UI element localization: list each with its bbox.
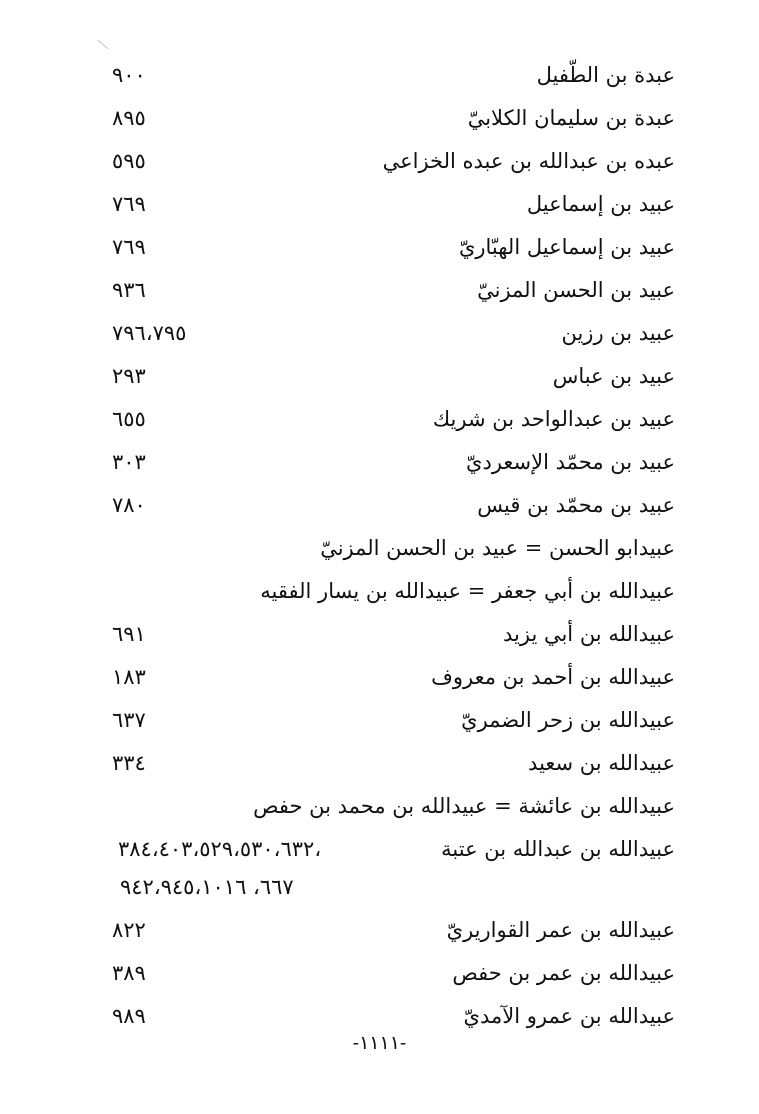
entry-pages-continued: ٦٦٧، ٩٤٢،٩٤٥،١٠١٦ <box>120 875 294 899</box>
entry-pages: ٧٨٠ <box>112 493 146 517</box>
index-entry <box>0 232 759 272</box>
entry-pages: ٧٦٩ <box>112 192 146 216</box>
index-entry <box>0 834 759 874</box>
index-entry <box>0 103 759 143</box>
entry-name: عبيدالله بن زحر الضمريّ <box>461 708 675 732</box>
index-entry <box>0 662 759 702</box>
index-entry <box>0 189 759 229</box>
entry-pages: ٣٨٩ <box>112 961 146 985</box>
index-entry <box>0 619 759 659</box>
index-entry <box>0 705 759 745</box>
entry-name: عبيدالله بن أبي يزيد <box>502 622 675 646</box>
entry-pages: ٩٠٠ <box>112 63 146 87</box>
entry-name: عبيد بن محمّد الإسعرديّ <box>466 450 675 474</box>
entry-name: عبيد بن إسماعيل الهبّاريّ <box>458 235 675 259</box>
entry-pages: ٩٨٩ <box>112 1004 146 1028</box>
entry-name: عبيد بن عباس <box>552 364 675 388</box>
entry-pages: ٨٢٢ <box>112 918 146 942</box>
entry-pages: ٧٩٦،٧٩٥ <box>112 321 187 345</box>
entry-pages: ٨٩٥ <box>112 106 146 130</box>
entry-pages: ٦٣٧ <box>112 708 146 732</box>
entry-pages: ٦٩١ <box>112 622 146 646</box>
page-number: -١١١١- <box>352 1032 407 1054</box>
entry-name: عبيدالله بن عمر القواريريّ <box>446 918 675 942</box>
entry-name: عبيد بن عبدالواحد بن شريك <box>432 407 675 431</box>
index-entry <box>0 318 759 358</box>
entry-pages: ٩٣٦ <box>112 278 146 302</box>
index-entry <box>0 404 759 444</box>
entry-pages: ٣٣٤ <box>112 751 146 775</box>
entry-name: عبيد بن رزين <box>561 321 675 345</box>
entry-name: عبده بن عبدالله بن عبده الخزاعي <box>382 149 675 173</box>
entry-name: عبيد بن محمّد بن قيس <box>477 493 675 517</box>
index-entry-continuation <box>0 872 759 912</box>
entry-name: عبدة بن سليمان الكلابيّ <box>467 106 675 130</box>
scan-artifact <box>97 40 108 50</box>
entry-pages: ٥٩٥ <box>112 149 146 173</box>
index-entry <box>0 748 759 788</box>
index-entry <box>0 361 759 401</box>
index-entry <box>0 915 759 955</box>
entry-name: عبيدالله بن سعيد <box>528 751 675 775</box>
entry-pages: ٧٦٩ <box>112 235 146 259</box>
index-entry <box>0 275 759 315</box>
entry-name: عبيدالله بن أحمد بن معروف <box>431 665 675 689</box>
entry-name: عبيدالله بن أبي جعفر = عبيدالله بن يسار الفقيه <box>260 579 675 603</box>
entry-pages: ٢٩٣ <box>112 364 146 388</box>
entry-pages: ٦٥٥ <box>112 407 146 431</box>
index-entry <box>0 490 759 530</box>
index-entry-crossref <box>0 576 759 616</box>
index-entry <box>0 447 759 487</box>
index-entry <box>0 60 759 100</box>
entry-name: عبدة بن الطّفيل <box>536 63 675 87</box>
index-entry-crossref <box>0 533 759 573</box>
entry-name: عبيدالله بن عائشة = عبيدالله بن محمد بن حفص <box>253 794 675 818</box>
index-entry <box>0 146 759 186</box>
entry-pages: ٣٨٤،٤٠٣،٥٢٩،٥٣٠،٦٣٢، <box>118 837 322 861</box>
index-entry-crossref <box>0 791 759 831</box>
entry-name: عبيدابو الحسن = عبيد بن الحسن المزنيّ <box>320 536 675 560</box>
entry-pages: ٣٠٣ <box>112 450 146 474</box>
entry-name: عبيدالله بن عمرو الآمديّ <box>463 1004 675 1028</box>
index-entry <box>0 958 759 998</box>
entry-name: عبيدالله بن عمر بن حفص <box>452 961 675 985</box>
entry-pages: ١٨٣ <box>112 665 146 689</box>
entry-name: عبيد بن إسماعيل <box>526 192 675 216</box>
entry-name: عبيد بن الحسن المزنيّ <box>477 278 675 302</box>
entry-name: عبيدالله بن عبدالله بن عتبة <box>441 837 675 861</box>
